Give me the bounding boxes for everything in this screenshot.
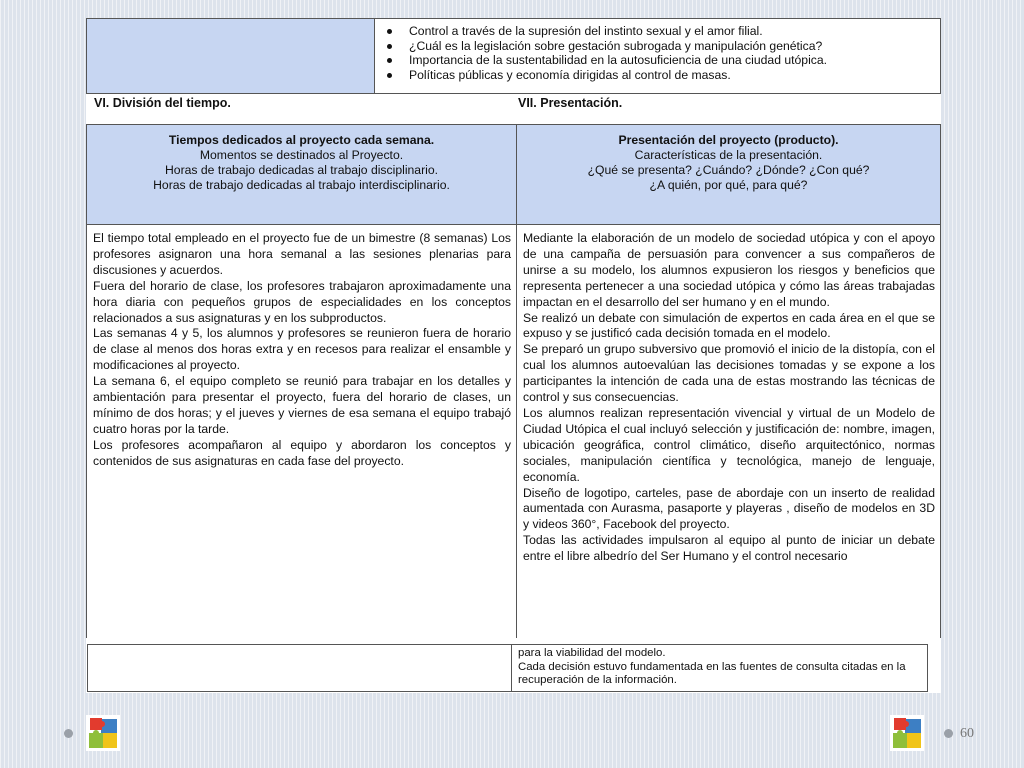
presentation-header-cell	[516, 124, 941, 225]
paragraph: Diseño de logotipo, carteles, pase de abordaje con un inserto de realidad aumentada con Aurasma, pasaporte y playeras , diseño de modelos en 3D y videos 360°, Facebook del proyecto.	[523, 485, 935, 532]
paragraph: Todas las actividades impulsaron al equipo al punto de iniciar un debate entre el libre albedrío del Ser Humano y el control necesario	[523, 533, 935, 564]
paragraph: Mediante la elaboración de un modelo de sociedad utópica y con el apoyo de una campaña de persuasión para convencer a sus compañeros de unirse a su modelo, los alumnos expusieron los riesgos y beneficios que representa pertenecer a una sociedad utópica y cómo las áreas trabajadas impactan en el desarrollo del ser humano y en el mundo.	[523, 231, 935, 309]
presentation-header-line: ¿Qué se presenta? ¿Cuándo? ¿Dónde? ¿Con qué?	[587, 163, 870, 177]
top-left-cell	[86, 18, 375, 94]
paragraph: La semana 6, el equipo completo se reunió para trabajar en los detalles y ambientación para presentar el proyecto, fuera del horario de clases, un mínimo de dos horas; y el jueves y viernes de esa semana el equipo trabajó cuatro horas por la tarde.	[93, 374, 511, 436]
bullet-icon	[387, 73, 392, 78]
time-header-title: Tiempos dedicados al proyecto cada semana.	[168, 133, 435, 147]
section-title-time-division: VI. División del tiempo.	[94, 96, 231, 110]
page-number: 60	[960, 726, 974, 741]
bullet-item: Importancia de la sustentabilidad en la autosuficiencia de una ciudad utópica.	[409, 53, 940, 68]
paragraph: para la viabilidad del modelo.	[518, 647, 666, 659]
presentation-header-line: ¿A quién, por qué, para qué?	[649, 178, 808, 192]
objectives-bullet-list	[375, 24, 940, 82]
bullet-item: Políticas públicas y economía dirigidas al control de masas.	[409, 68, 940, 83]
bottom-right-cell	[511, 644, 928, 692]
time-header-line: Horas de trabajo dedicadas al trabajo interdisciplinario.	[153, 178, 450, 192]
paragraph: Los alumnos realizan representación vivencial y virtual de un Modelo de Ciudad Utópica el cual incluyó selección y justificación de: nombre, imagen, ubicación geográfica, control climático, diseño arquitectónico, normas sociales, manipulación científica y tecnológica, manejo de lenguaje, economía.	[523, 405, 935, 484]
bullet-icon	[387, 58, 392, 63]
paragraph: Fuera del horario de clase, los profesores trabajaron aproximadamente una hora diaria con pequeños grupos de especialidades en los conceptos relacionados a sus asignaturas y en los subproductos.	[93, 278, 511, 325]
time-header-line: Horas de trabajo dedicadas al trabajo disciplinario.	[164, 163, 439, 177]
presentation-body-cell	[516, 224, 941, 638]
bullet-item: Control a través de la supresión del instinto sexual y el amor filial.	[409, 24, 940, 39]
time-header-cell	[86, 124, 517, 225]
puzzle-logo-icon	[890, 715, 924, 751]
time-body-cell	[86, 224, 517, 638]
presentation-header-title: Presentación del proyecto (producto).	[618, 133, 839, 147]
paragraph: Se preparó un grupo subversivo que promovió el inicio de la distopía, con el cual los alumnos autoevalúan las decisiones tomadas y se expone a los participantes la intención de cada una de estas mostrando las técnicas de control y sus consecuencias.	[523, 342, 935, 405]
time-header-line: Momentos se destinados al Proyecto.	[199, 148, 404, 162]
top-right-cell	[374, 18, 941, 94]
paragraph: Cada decisión estuvo fundamentada en las fuentes de consulta citadas en la recuperación de la información.	[518, 660, 906, 687]
bullet-item: ¿Cuál es la legislación sobre gestación subrogada y manipulación genética?	[409, 39, 940, 54]
document-page	[86, 18, 941, 693]
paragraph: Se realizó un debate con simulación de expertos en cada área en el que se expuso y se justificó cada decisión tomada en el modelo.	[523, 310, 935, 341]
bullet-icon	[387, 44, 392, 49]
bullet-icon	[387, 29, 392, 34]
paragraph: Los profesores acompañaron al equipo y abordaron los conceptos y contenidos de sus asignaturas en cada fase del proyecto.	[93, 437, 511, 468]
footer-dot-right	[944, 729, 953, 738]
footer-dot-left	[64, 729, 73, 738]
paragraph: Las semanas 4 y 5, los alumnos y profesores se reunieron fuera de horario de clase al menos dos horas extra y en recesos para realizar el ensamble y modificaciones al proyecto.	[93, 326, 511, 373]
presentation-header-line: Características de la presentación.	[634, 148, 823, 162]
puzzle-logo-icon	[86, 715, 120, 751]
bottom-left-cell	[87, 644, 512, 692]
section-title-presentation: VII. Presentación.	[518, 96, 623, 110]
paragraph: El tiempo total empleado en el proyecto fue de un bimestre (8 semanas) Los profesores asignaron una hora semanal a las sesiones plenarias para discusiones y acuerdos.	[93, 231, 511, 277]
